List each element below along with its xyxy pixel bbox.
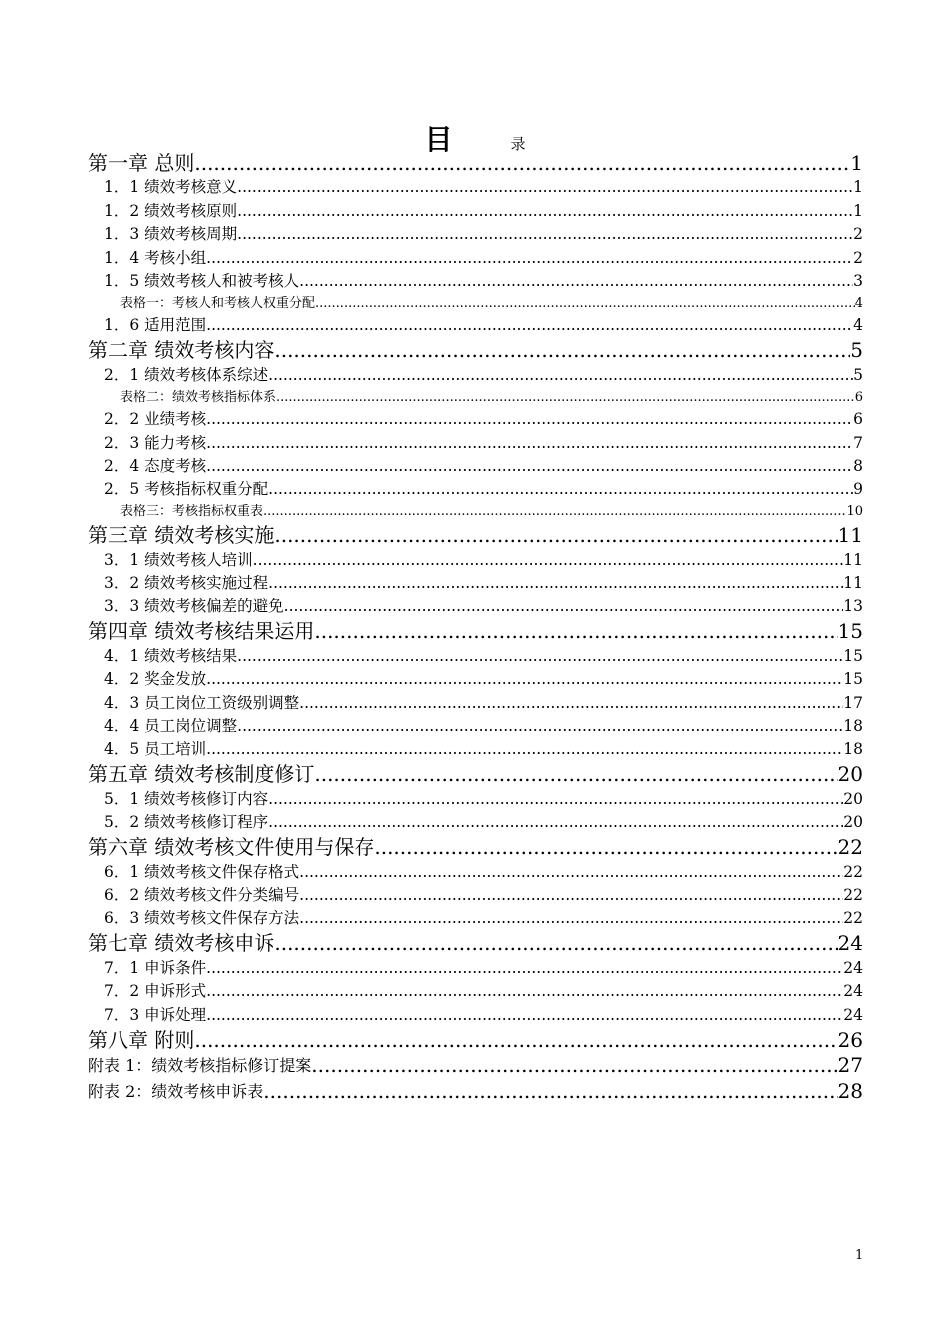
- toc-entry-label: 第八章 附则: [88, 1027, 195, 1052]
- toc-entry-page-number: 2: [853, 248, 863, 267]
- toc-entry[interactable]: [88, 980, 863, 1003]
- toc-entry-label: 2．2 业绩考核: [104, 410, 207, 429]
- toc-entry-label: 1．2 绩效考核原则: [104, 201, 238, 220]
- toc-entry[interactable]: [88, 199, 863, 222]
- dot-leader: [237, 176, 853, 199]
- toc-entry-label: 1．6 适用范围: [104, 316, 207, 335]
- dot-leader: [284, 595, 844, 618]
- dot-leader: [237, 200, 853, 223]
- toc-entry-page-number: 27: [837, 1053, 863, 1078]
- toc-entry-page-number: 3: [853, 271, 863, 290]
- toc-entry-label: 1．3 绩效考核周期: [104, 225, 238, 244]
- toc-entry-label: 2．4 态度考核: [104, 456, 207, 475]
- toc-entry[interactable]: [88, 618, 863, 644]
- dot-leader: [206, 1004, 843, 1027]
- dot-leader: [314, 761, 837, 787]
- toc-entry-page-number: 4: [854, 295, 863, 311]
- toc-entry-label: 第一章 总则: [88, 151, 195, 175]
- toc-entry-label: 第三章 绩效考核实施: [88, 523, 275, 548]
- toc-entry[interactable]: [88, 811, 863, 834]
- dot-leader: [274, 522, 837, 548]
- toc-entry-label: 表格三：考核指标权重表: [120, 504, 264, 520]
- dot-leader: [274, 930, 837, 956]
- toc-entry-page-number: 11: [837, 523, 863, 548]
- dot-leader: [268, 478, 853, 501]
- toc-entry-page-number: 26: [837, 1027, 863, 1052]
- toc-entry[interactable]: [88, 478, 863, 501]
- toc-entry-label: 3．2 绩效考核实施过程: [104, 574, 269, 593]
- toc-entry-label: 附表 2：绩效考核申诉表: [88, 1081, 264, 1101]
- dot-leader: [206, 247, 853, 270]
- dot-leader: [299, 884, 843, 907]
- toc-entry[interactable]: [88, 1078, 863, 1104]
- toc-entry-page-number: 15: [843, 670, 863, 689]
- toc-entry-page-number: 6: [854, 389, 863, 405]
- toc-entry-page-number: 17: [843, 693, 863, 712]
- dot-leader: [299, 692, 843, 715]
- toc-entry[interactable]: [88, 522, 863, 548]
- toc-entry-page-number: 13: [843, 597, 863, 616]
- toc-entry-page-number: 24: [843, 958, 863, 977]
- toc-entry-label: 3．1 绩效考核人培训: [104, 550, 253, 569]
- toc-entry[interactable]: [88, 834, 863, 860]
- toc-entry-page-number: 7: [853, 433, 863, 452]
- toc-entry-page-number: 18: [843, 717, 863, 736]
- toc-entry[interactable]: [88, 455, 863, 478]
- dot-leader: [276, 387, 855, 408]
- toc-entry-label: 表格一：考核人和考核人权重分配: [120, 295, 316, 311]
- toc-entry-page-number: 15: [837, 619, 863, 644]
- toc-entry[interactable]: [88, 431, 863, 454]
- toc-entry-label: 第七章 绩效考核申诉: [88, 931, 275, 956]
- toc-entry[interactable]: [88, 548, 863, 571]
- dot-leader: [299, 907, 843, 930]
- toc-entry[interactable]: [88, 270, 863, 293]
- dot-leader: [206, 668, 843, 691]
- toc-entry-label: 3．3 绩效考核偏差的避免: [104, 597, 284, 616]
- toc-entry[interactable]: [88, 293, 863, 314]
- dot-leader: [263, 501, 846, 522]
- toc-entry-label: 1．4 考核小组: [104, 248, 207, 267]
- toc-entry-page-number: 22: [843, 909, 863, 928]
- toc-entry[interactable]: [88, 860, 863, 883]
- toc-entry-label: 4．2 奖金发放: [104, 670, 207, 689]
- toc-entry[interactable]: [88, 501, 863, 522]
- toc-entry-label: 2．3 能力考核: [104, 433, 207, 452]
- toc-entry[interactable]: [88, 246, 863, 269]
- toc-entry[interactable]: [88, 956, 863, 979]
- toc-entry-page-number: 1: [853, 201, 863, 220]
- toc-entry-page-number: 22: [843, 862, 863, 881]
- dot-leader: [206, 957, 843, 980]
- toc-entry-label: 第四章 绩效考核结果运用: [88, 619, 315, 644]
- toc-entry-page-number: 20: [843, 813, 863, 832]
- toc-entry-label: 2．1 绩效考核体系综述: [104, 365, 269, 384]
- toc-entry[interactable]: [88, 314, 863, 337]
- dot-leader: [206, 455, 853, 478]
- toc-entry-label: 7．1 申诉条件: [104, 958, 207, 977]
- dot-leader: [268, 811, 843, 834]
- toc-entry-label: 表格二：绩效考核指标体系: [120, 389, 277, 405]
- toc-entry-page-number: 15: [843, 646, 863, 665]
- toc-entry-page-number: 6: [853, 410, 863, 429]
- toc-entry[interactable]: [88, 176, 863, 199]
- toc-entry[interactable]: [88, 668, 863, 691]
- toc-entry-label: 附表 1：绩效考核指标修订提案: [88, 1056, 312, 1076]
- toc-entry-page-number: 11: [843, 550, 863, 569]
- toc-entry-page-number: 24: [843, 982, 863, 1001]
- table-of-contents: [88, 150, 863, 1104]
- dot-leader: [268, 572, 843, 595]
- dot-leader: [314, 618, 837, 644]
- toc-entry-page-number: 1: [853, 178, 863, 197]
- dot-leader: [206, 432, 853, 455]
- dot-leader: [194, 150, 850, 176]
- toc-entry-label: 6．3 绩效考核文件保存方法: [104, 909, 300, 928]
- dot-leader: [274, 337, 850, 363]
- toc-entry-label: 5．2 绩效考核修订程序: [104, 813, 269, 832]
- toc-entry-page-number: 22: [837, 835, 863, 860]
- dot-leader: [311, 1053, 837, 1078]
- toc-entry[interactable]: [88, 223, 863, 246]
- toc-entry[interactable]: [88, 738, 863, 761]
- toc-entry-label: 4．1 绩效考核结果: [104, 646, 238, 665]
- toc-entry-label: 1．5 绩效考核人和被考核人: [104, 271, 300, 290]
- dot-leader: [206, 980, 843, 1003]
- dot-leader: [237, 645, 843, 668]
- toc-entry-label: 4．5 员工培训: [104, 740, 207, 759]
- footer-page-number: 1: [855, 1248, 864, 1263]
- toc-entry-label: 5．1 绩效考核修订内容: [104, 789, 269, 808]
- toc-entry-label: 4．4 员工岗位调整: [104, 717, 238, 736]
- toc-entry[interactable]: [88, 691, 863, 714]
- toc-entry-label: 1．1 绩效考核意义: [104, 178, 238, 197]
- toc-entry[interactable]: [88, 337, 863, 363]
- toc-entry-label: 6．1 绩效考核文件保存格式: [104, 862, 300, 881]
- toc-entry-label: 6．2 绩效考核文件分类编号: [104, 885, 300, 904]
- toc-entry[interactable]: [88, 930, 863, 956]
- toc-entry-page-number: 20: [837, 762, 863, 787]
- toc-entry-page-number: 22: [843, 885, 863, 904]
- dot-leader: [206, 738, 843, 761]
- toc-entry-page-number: 9: [853, 480, 863, 499]
- toc-entry[interactable]: [88, 1003, 863, 1026]
- dot-leader: [253, 549, 844, 572]
- toc-entry[interactable]: [88, 572, 863, 595]
- toc-entry-page-number: 1: [850, 151, 863, 175]
- toc-entry[interactable]: [88, 363, 863, 386]
- dot-leader: [299, 270, 853, 293]
- toc-entry-label: 2．5 考核指标权重分配: [104, 480, 269, 499]
- toc-entry-label: 7．3 申诉处理: [104, 1005, 207, 1024]
- toc-entry[interactable]: [88, 787, 863, 810]
- toc-entry-page-number: 5: [850, 338, 863, 363]
- toc-entry[interactable]: [88, 387, 863, 408]
- toc-entry-page-number: 18: [843, 740, 863, 759]
- dot-leader: [263, 1079, 837, 1104]
- toc-entry-page-number: 24: [843, 1005, 863, 1024]
- toc-entry-page-number: 4: [853, 316, 863, 335]
- toc-entry-page-number: 20: [843, 789, 863, 808]
- toc-entry[interactable]: [88, 1027, 863, 1053]
- toc-entry[interactable]: [88, 150, 863, 176]
- toc-entry[interactable]: [88, 1053, 863, 1079]
- toc-entry-page-number: 5: [853, 365, 863, 384]
- toc-entry-page-number: 8: [853, 456, 863, 475]
- dot-leader: [206, 314, 853, 337]
- toc-entry[interactable]: [88, 408, 863, 431]
- toc-entry-page-number: 11: [843, 574, 863, 593]
- dot-leader: [194, 1027, 837, 1053]
- dot-leader: [237, 715, 843, 738]
- toc-entry[interactable]: [88, 761, 863, 787]
- toc-entry[interactable]: [88, 595, 863, 618]
- dot-leader: [315, 293, 855, 314]
- dot-leader: [268, 788, 843, 811]
- toc-entry-label: 第六章 绩效考核文件使用与保存: [88, 835, 375, 860]
- toc-entry-label: 第五章 绩效考核制度修订: [88, 762, 315, 787]
- toc-entry[interactable]: [88, 907, 863, 930]
- toc-entry-label: 7．2 申诉形式: [104, 982, 207, 1001]
- title-main: 目: [424, 123, 453, 156]
- toc-entry-label: 4．3 员工岗位工资级别调整: [104, 693, 300, 712]
- toc-entry[interactable]: [88, 715, 863, 738]
- title-sub: 录: [510, 135, 526, 153]
- toc-entry[interactable]: [88, 644, 863, 667]
- dot-leader: [374, 834, 837, 860]
- dot-leader: [237, 223, 853, 246]
- toc-entry-page-number: 24: [837, 931, 863, 956]
- dot-leader: [206, 408, 853, 431]
- toc-entry[interactable]: [88, 884, 863, 907]
- dot-leader: [299, 861, 843, 884]
- toc-entry-page-number: 28: [837, 1078, 863, 1103]
- toc-entry-label: 第二章 绩效考核内容: [88, 338, 275, 363]
- dot-leader: [268, 364, 853, 387]
- toc-entry-page-number: 2: [853, 225, 863, 244]
- toc-entry-page-number: 10: [846, 504, 863, 520]
